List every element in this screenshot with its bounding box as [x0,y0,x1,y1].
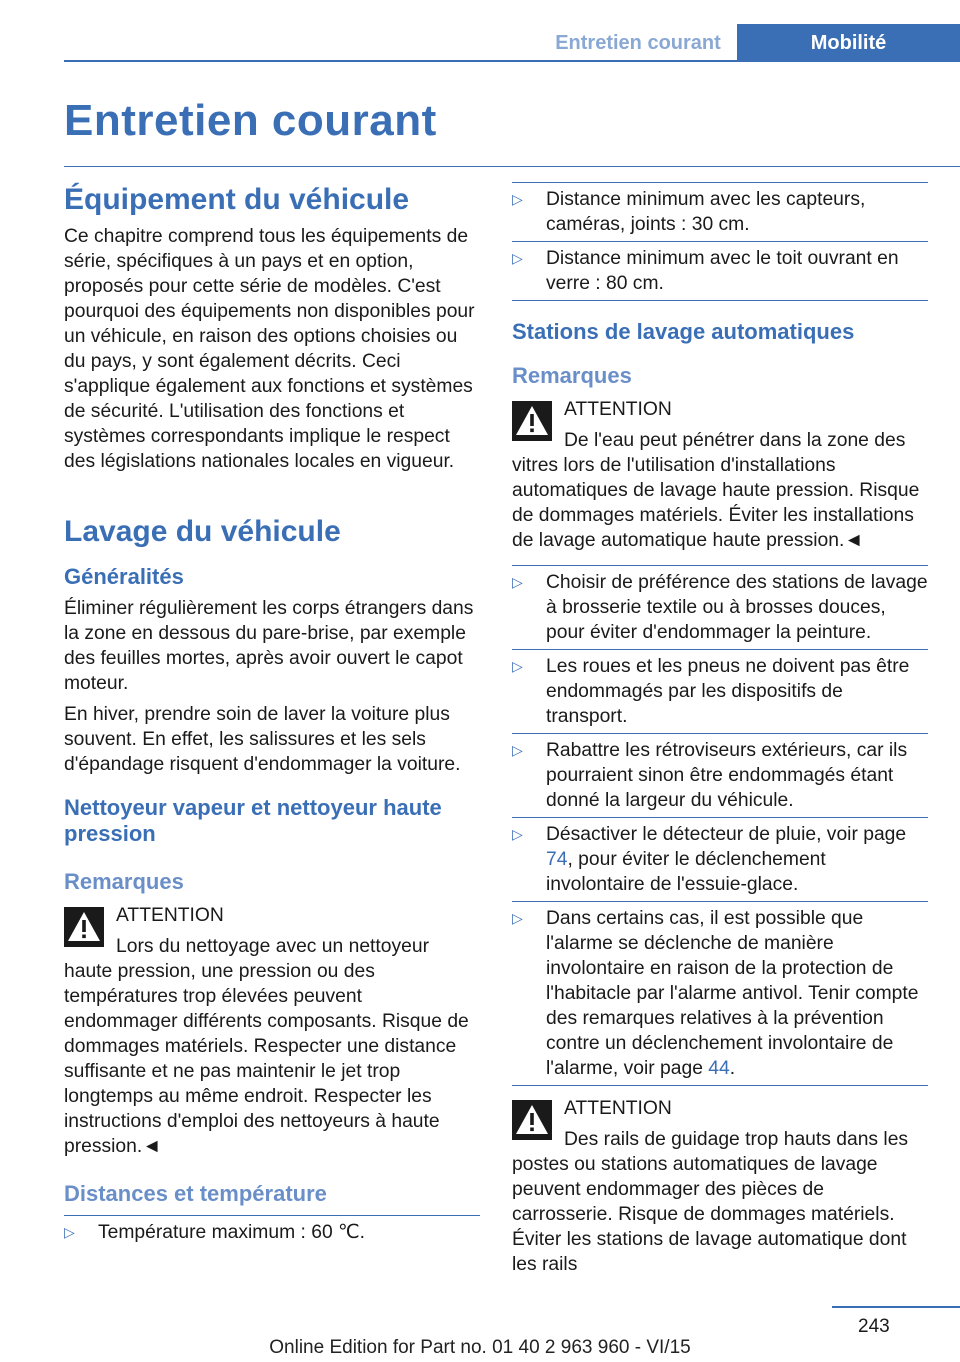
tab-entretien-courant[interactable]: Entretien courant [555,31,721,54]
warning-icon [512,401,552,441]
bullet-triangle-icon: ▷ [512,250,523,266]
right-column [512,182,928,1285]
list-item [512,817,928,901]
warning-block [64,903,480,1159]
page-link-44[interactable]: 44 [708,1058,730,1079]
warning-text: vitres lors de l'utilisation d'installations automatiques de lavage haute pression. Risque de dommages matériels. Éviter les installations de lavage automatique haute pression.◄ [512,455,920,551]
bullet-triangle-icon: ▷ [512,191,523,207]
list-item [512,901,928,1085]
list-item [512,733,928,817]
footer-edition: Online Edition for Part no. 01 40 2 963 960 - VI/15 [269,1337,691,1358]
bullet-triangle-icon: ▷ [64,1224,75,1240]
page-title: Entretien courant [64,96,437,145]
remarques-heading: Remarques [64,869,184,894]
page-number: 243 [858,1316,890,1337]
list-item-text: Température maximum : 60 ℃. [98,1222,366,1243]
bullet-triangle-icon: ▷ [512,574,523,590]
distances-list-continued [512,182,928,301]
generalites-heading: Généralités [64,564,184,589]
list-item-text [546,906,928,1081]
equipement-heading: Équipement du véhicule [64,183,410,216]
generalites-paragraph-1: Éliminer régulièrement les corps étrangers dans la zone en dessous du pare-brise, par exemple des feuilles mortes, après avoir ouvert le capot moteur. [64,598,474,694]
list-item-text: Les roues et les pneus ne doivent pas être endommagés par les dispositifs de transport. [546,656,910,727]
item-text-before-link: Désactiver le détecteur de pluie, voir page [546,824,907,845]
bullet-triangle-icon: ▷ [512,826,523,842]
nettoyeur-heading: Nettoyeur vapeur et nettoyeur haute pression [64,795,442,846]
page-link-74[interactable]: 74 [546,849,568,870]
item-text-after-link: , pour éviter le déclenchement involontaire de l'essuie-glace. [546,849,826,895]
warning-block [512,1096,928,1277]
stations-list [512,565,928,1086]
warning-label: ATTENTION [564,1098,672,1119]
lavage-heading: Lavage du véhicule [64,515,341,548]
item-text-after-link: . [729,1058,736,1079]
bullet-triangle-icon: ▷ [512,658,523,674]
item-text-before-link: Dans certains cas, il est possible que l'alarme se déclenche de manière involontaire en raison de la protection de l'habitacle par l'alarme antivol. Tenir compte des remarques relatives à la prévention contre un déclenchement involontaire de l'alarme, voir page [546,908,919,1079]
list-item [512,565,928,649]
list-item-text [546,822,928,897]
warning-lead: Lors du nettoyage avec un nettoyeur [116,936,430,957]
tab-mobilite[interactable]: Mobilité [737,24,960,62]
title-rule [64,166,960,167]
bullet-triangle-icon: ▷ [512,742,523,758]
warning-lead: De l'eau peut pénétrer dans la zone des [564,430,906,451]
list-item [512,649,928,733]
equipement-text: Ce chapitre comprend tous les équipements de série, spécifiques à un pays et en option, proposés pour cette série de modèles. C'est pourquoi des équipements non disponibles pour un véhicule, en raison des options choisies ou du pays, y sont également décrits. Ceci s'applique également aux fonctions et systèmes de sécurité. L'utilisation des fonctions et systèmes correspondants implique le respect des législations nationales locales en vigueur. [64,226,475,472]
list-item-text: Rabattre les rétroviseurs extérieurs, car ils pourraient sinon être endommagés étant donné la largeur du véhicule. [546,740,908,811]
generalites-paragraph-2: En hiver, prendre soin de laver la voiture plus souvent. En effet, les salissures et les sels d'épandage risquent d'endommager la voiture. [64,704,461,775]
list-item [64,1215,480,1249]
warning-block [512,397,928,553]
warning-lead: Des rails de guidage trop hauts dans les [564,1129,909,1150]
warning-label: ATTENTION [116,905,224,926]
left-column [64,182,480,1249]
distances-list [64,1215,480,1249]
list-item-text: Choisir de préférence des stations de lavage à brosserie textile ou à brosses douces, pour éviter d'endommager la peinture. [546,572,928,643]
warning-icon [512,1100,552,1140]
warning-text: postes ou stations automatiques de lavage peuvent endommager des pièces de carrosserie. Risque de dommages matériels. Éviter les stations de lavage automatique dont les rails [512,1154,907,1275]
list-item [512,182,928,241]
list-item-text: Distance minimum avec les capteurs, caméras, joints : 30 cm. [546,189,866,235]
bullet-triangle-icon: ▷ [512,910,523,926]
distances-heading: Distances et température [64,1181,327,1206]
list-item-text: Distance minimum avec le toit ouvrant en verre : 80 cm. [546,248,899,294]
warning-icon [64,907,104,947]
list-item [512,241,928,300]
remarques-heading: Remarques [512,363,632,388]
footer-rule [832,1306,960,1308]
warning-label: ATTENTION [564,399,672,420]
stations-heading: Stations de lavage automatiques [512,319,855,344]
warning-text: haute pression, une pression ou des températures trop élevées peuvent endommager différents composants. Risque de dommages matériels. Respecter une distance suffisante et ne pas maintenir le jet trop longtemps au même endroit. Respecter les instructions d'emploi des nettoyeurs à haute pression.◄ [64,961,469,1157]
